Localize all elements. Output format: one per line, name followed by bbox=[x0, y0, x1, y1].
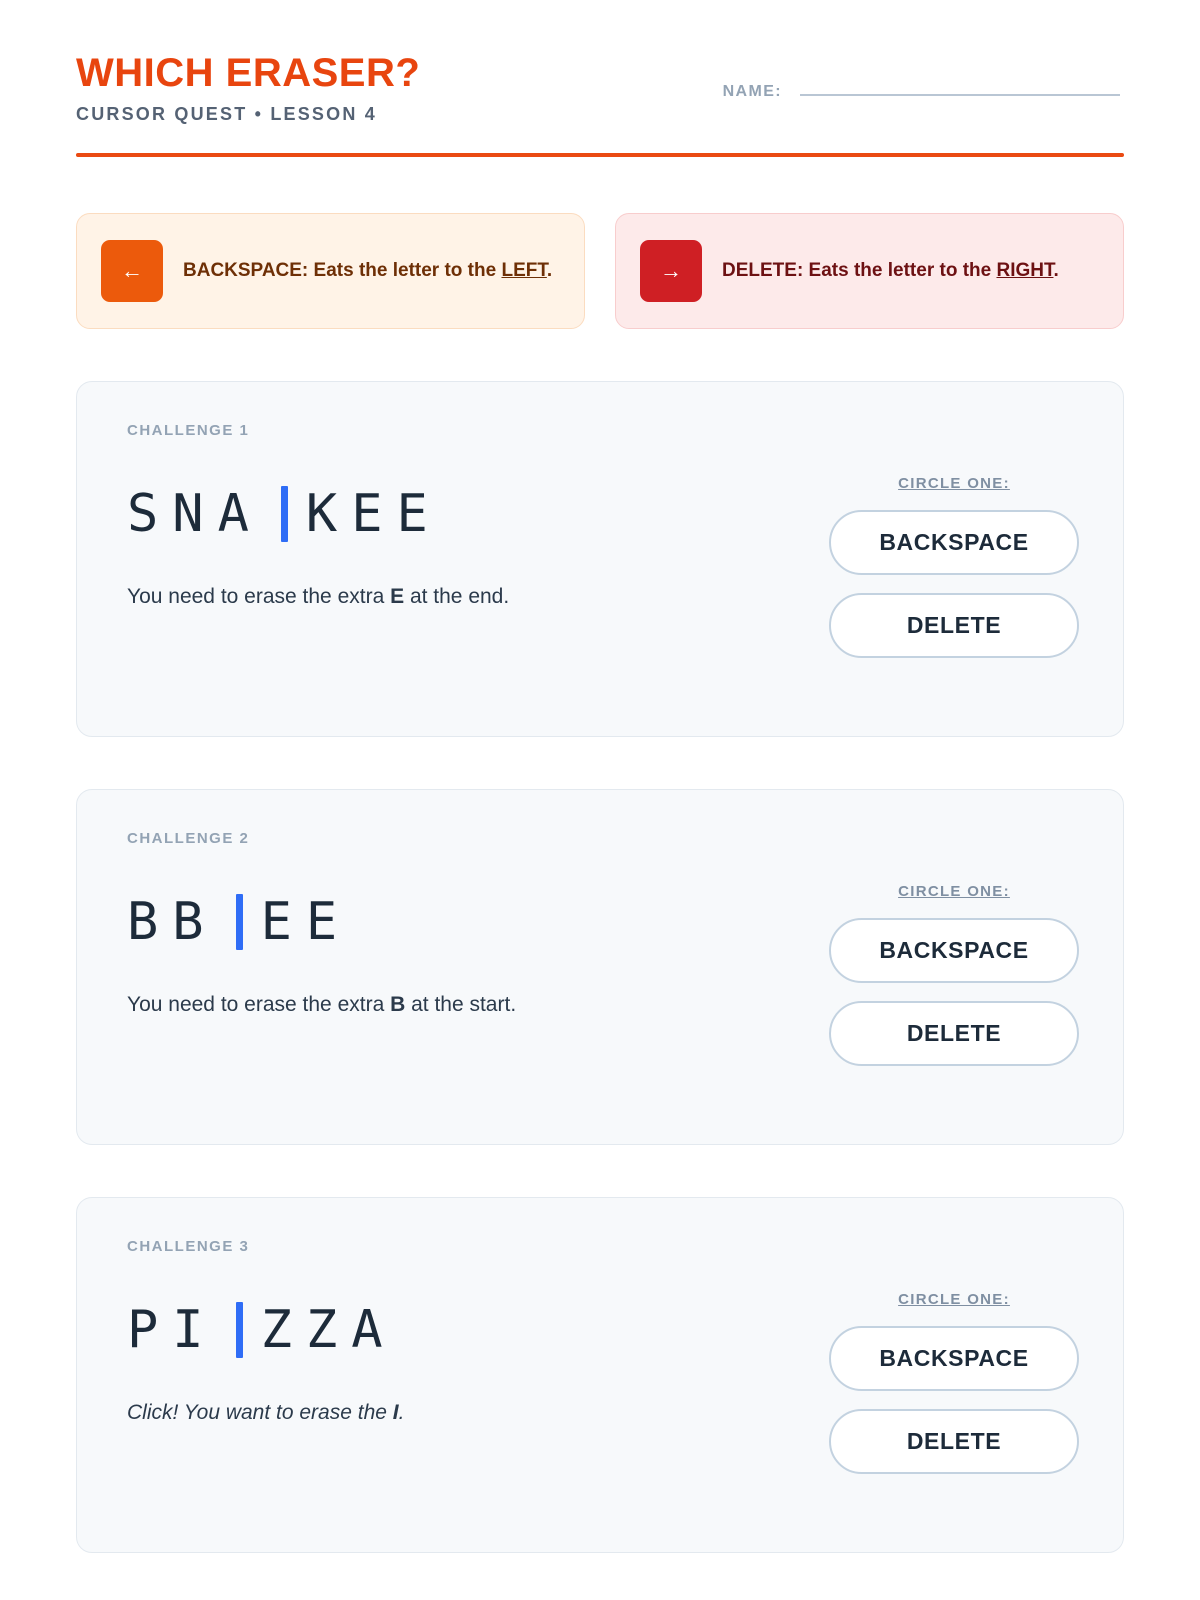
backspace-key-text bbox=[183, 257, 552, 286]
hint-bold: I bbox=[392, 1401, 399, 1424]
challenge-right bbox=[829, 1289, 1079, 1492]
arrow-right-icon: → bbox=[640, 240, 702, 302]
page-title: WHICH ERASER? bbox=[76, 51, 421, 95]
hint-bold: B bbox=[390, 993, 406, 1016]
challenge-card bbox=[76, 381, 1124, 737]
letters-before-caret: PI bbox=[127, 1300, 218, 1360]
choice-delete-button[interactable]: DELETE bbox=[829, 1001, 1079, 1066]
circle-one-label: CIRCLE ONE: bbox=[898, 1291, 1010, 1308]
challenge-body bbox=[127, 881, 1079, 1084]
letters-before-caret: BB bbox=[127, 892, 218, 952]
hint-before: Click! You want to erase the bbox=[127, 1401, 393, 1424]
hint-before: You need to erase the extra bbox=[127, 993, 391, 1016]
page-subtitle: CURSOR QUEST • LESSON 4 bbox=[76, 104, 377, 124]
circle-one-label: CIRCLE ONE: bbox=[898, 475, 1010, 492]
hint-after: at the start. bbox=[405, 993, 517, 1016]
challenge-left bbox=[127, 473, 829, 609]
hint-after: . bbox=[398, 1401, 405, 1424]
text-caret bbox=[236, 894, 243, 950]
delete-key-card bbox=[615, 213, 1124, 329]
choice-delete-button[interactable]: DELETE bbox=[829, 1409, 1079, 1474]
letters-before-caret: SNA bbox=[127, 484, 263, 544]
letters-after-caret: KEE bbox=[305, 484, 442, 544]
challenge-hint bbox=[127, 993, 829, 1017]
challenge-label: CHALLENGE 3 bbox=[127, 1238, 250, 1255]
backspace-text-before: BACKSPACE: Eats the letter to the bbox=[183, 259, 502, 281]
word-display bbox=[127, 885, 829, 959]
word-display bbox=[127, 1293, 829, 1367]
name-input[interactable] bbox=[800, 70, 1120, 96]
hint-after: at the end. bbox=[404, 585, 510, 608]
delete-text-after: . bbox=[1053, 259, 1059, 281]
delete-key-text bbox=[722, 257, 1059, 286]
backspace-key-card bbox=[76, 213, 585, 329]
challenge-right bbox=[829, 881, 1079, 1084]
name-field-group bbox=[723, 52, 1124, 101]
delete-text-before: DELETE: Eats the letter to the bbox=[722, 259, 997, 281]
choice-delete-button[interactable]: DELETE bbox=[829, 593, 1079, 658]
challenge-label: CHALLENGE 2 bbox=[127, 830, 250, 847]
arrow-left-icon: ← bbox=[101, 240, 163, 302]
hint-bold: E bbox=[390, 585, 405, 608]
worksheet-header bbox=[76, 52, 1124, 125]
challenge-body bbox=[127, 473, 1079, 676]
delete-text-underlined: RIGHT bbox=[996, 259, 1054, 281]
circle-one-label: CIRCLE ONE: bbox=[898, 883, 1010, 900]
letters-after-caret: EE bbox=[260, 892, 352, 952]
text-caret bbox=[281, 486, 288, 542]
text-caret bbox=[236, 1302, 243, 1358]
challenge-hint bbox=[127, 585, 829, 609]
challenge-card bbox=[76, 789, 1124, 1145]
header-divider bbox=[76, 153, 1124, 157]
choice-backspace-button[interactable]: BACKSPACE bbox=[829, 1326, 1079, 1391]
challenge-left bbox=[127, 1289, 829, 1425]
challenge-card bbox=[76, 1197, 1124, 1553]
challenge-right bbox=[829, 473, 1079, 676]
choice-backspace-button[interactable]: BACKSPACE bbox=[829, 918, 1079, 983]
key-legend bbox=[76, 213, 1124, 329]
backspace-text-after: . bbox=[546, 259, 553, 281]
hint-before: You need to erase the extra bbox=[127, 585, 391, 608]
letters-after-caret: ZZA bbox=[260, 1300, 397, 1360]
challenge-body bbox=[127, 1289, 1079, 1492]
word-display bbox=[127, 477, 829, 551]
challenge-hint bbox=[127, 1401, 829, 1425]
backspace-text-underlined: LEFT bbox=[501, 259, 547, 281]
title-block bbox=[76, 52, 420, 125]
choice-backspace-button[interactable]: BACKSPACE bbox=[829, 510, 1079, 575]
name-label: NAME: bbox=[722, 83, 782, 100]
challenge-label: CHALLENGE 1 bbox=[127, 422, 250, 439]
challenge-left bbox=[127, 881, 829, 1017]
